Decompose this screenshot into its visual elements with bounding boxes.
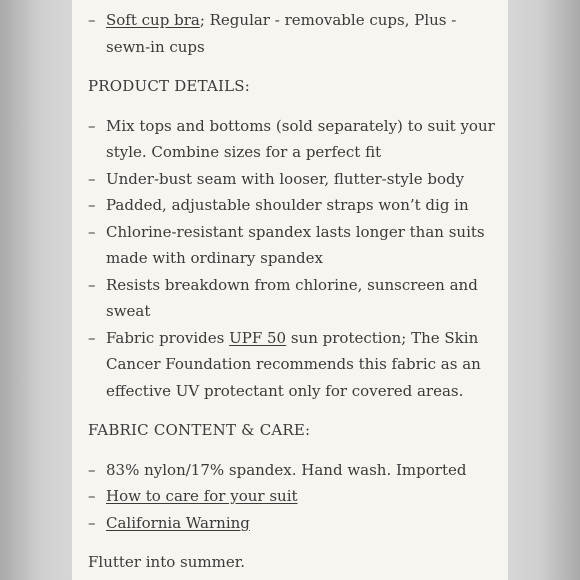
fabric-content-care-heading: FABRIC CONTENT & CARE: [88,421,311,439]
list-item [88,219,498,272]
tagline: Flutter into summer. [88,553,245,571]
product-details-heading: PRODUCT DETAILS: [88,77,251,95]
list-dash: – [88,487,96,505]
list-item-upf [88,325,498,405]
fabric-care-list [88,457,498,537]
list-item-soft-cup-bra [88,7,498,60]
soft-cup-bra-link[interactable]: Soft cup bra [106,11,200,29]
list-item [88,272,498,325]
upf-text-after: sun protection; The Skin Cancer Foundation recommends this fabric as an effective UV protectant only for covered areas. [106,328,481,400]
california-warning-link[interactable]: California Warning [106,513,250,532]
list-dash: – [88,275,96,294]
list-item [88,192,498,219]
list-dash: – [88,513,96,532]
list-item [88,457,498,484]
list-item-text: Under-bust seam with looser, flutter-style body [106,169,465,188]
product-details-list [88,113,498,405]
list-item-text: Resists breakdown from chlorine, sunscreen and sweat [106,275,478,320]
product-description-content [88,7,498,576]
upf-50-link[interactable]: UPF 50 [229,328,287,347]
list-dash: – [88,222,96,241]
product-description-panel [72,0,508,580]
care-instructions-link[interactable]: How to care for your suit [106,487,298,505]
list-dash: – [88,460,96,479]
list-dash: – [88,169,96,188]
list-item [88,483,498,510]
list-item-text: Mix tops and bottoms (sold separately) to suit your style. Combine sizes for a perfect fit [106,116,495,161]
list-dash: – [88,328,96,347]
list-item-text: Chlorine-resistant spandex lasts longer than suits made with ordinary spandex [106,222,485,267]
list-item [88,166,498,193]
list-item [88,510,498,537]
soft-cup-bra-text: ; Regular - removable cups, Plus - sewn-in cups [106,11,457,56]
fabric-content-text: 83% nylon/17% spandex. Hand wash. Imported [106,460,467,479]
list-dash: – [88,11,96,29]
list-dash: – [88,116,96,135]
list-dash: – [88,196,96,214]
features-list [88,7,498,60]
upf-text-before: Fabric provides [106,328,230,347]
list-item [88,113,498,166]
list-item-text: Padded, adjustable shoulder straps won’t dig in [106,196,469,214]
